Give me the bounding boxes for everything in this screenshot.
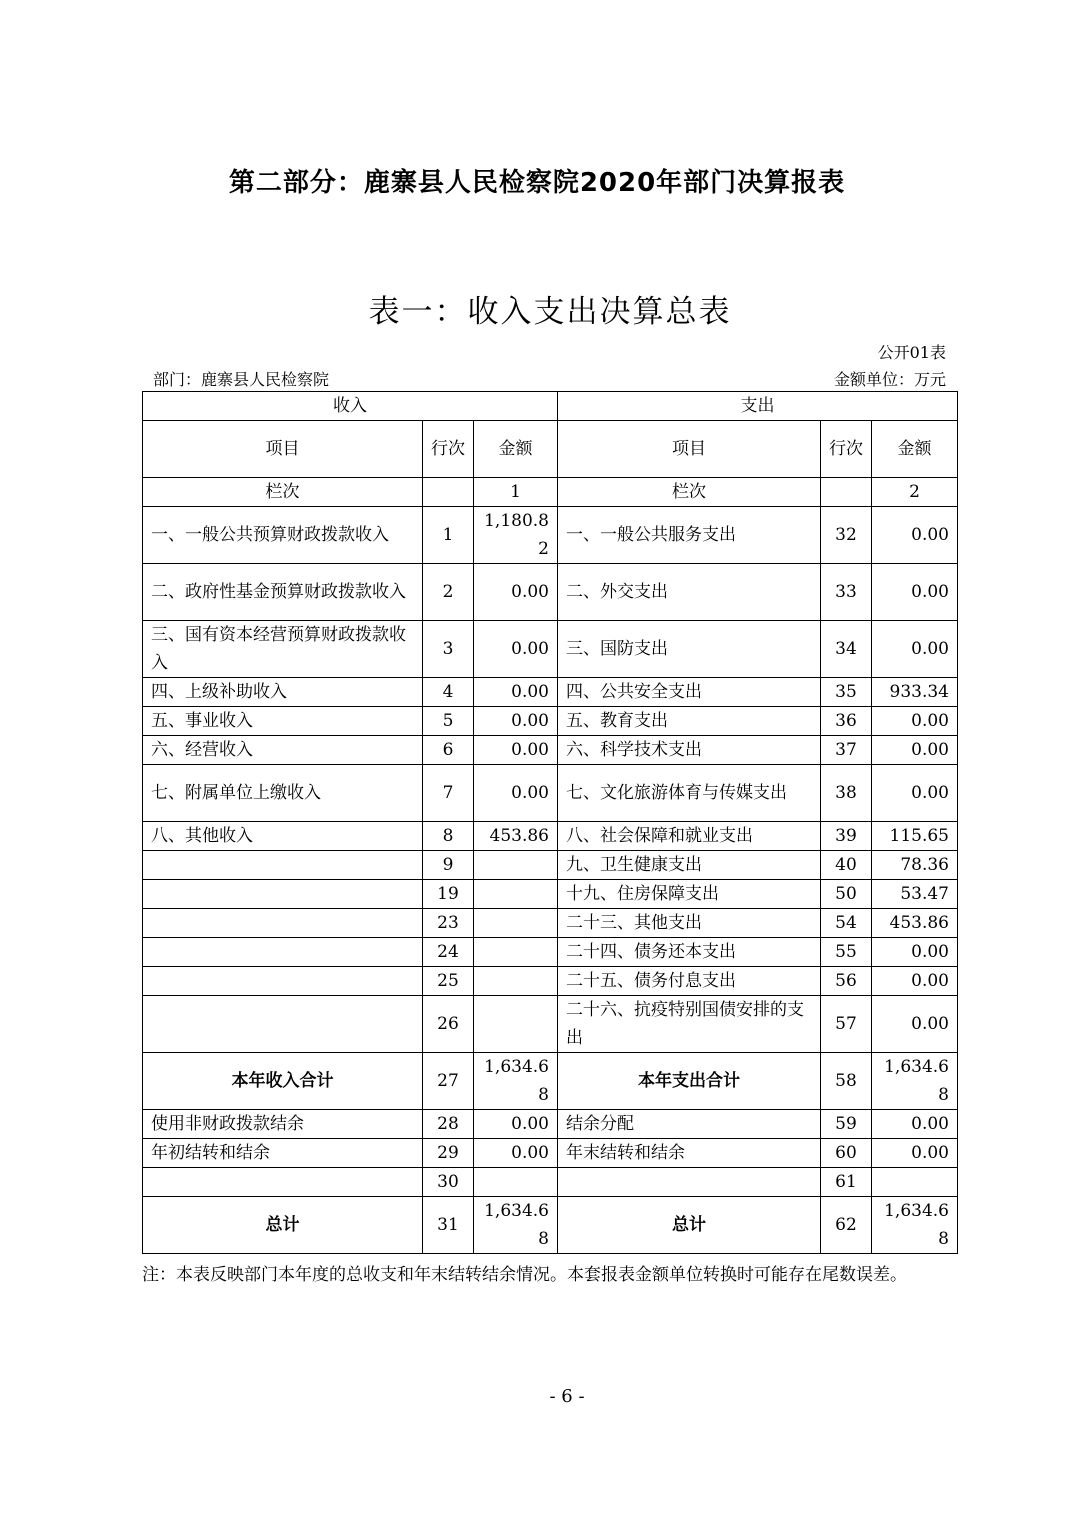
income-row-no: 31 — [423, 1197, 474, 1254]
table-row — [143, 909, 958, 938]
income-item — [143, 1168, 423, 1197]
expense-amount: 53.47 — [872, 880, 958, 909]
income-amount — [474, 851, 558, 880]
income-row-no: 3 — [423, 621, 474, 678]
income-item: 七、附属单位上缴收入 — [143, 765, 423, 822]
income-amount: 453.86 — [474, 822, 558, 851]
income-item — [143, 967, 423, 996]
page-number: - 6 - — [549, 1386, 585, 1407]
expense-amount: 0.00 — [872, 1110, 958, 1139]
expense-total-label: 总计 — [558, 1197, 821, 1254]
table-row — [143, 851, 958, 880]
expense-row-no: 37 — [821, 736, 872, 765]
expense-amount: 453.86 — [872, 909, 958, 938]
table-row — [143, 967, 958, 996]
expense-item: 三、国防支出 — [558, 621, 821, 678]
department-label: 部门：鹿寨县人民检察院 — [153, 370, 330, 389]
table-row — [143, 1139, 958, 1168]
table-row — [143, 564, 958, 621]
expense-amount: 0.00 — [872, 996, 958, 1053]
income-row-no: 26 — [423, 996, 474, 1053]
expense-item: 年末结转和结余 — [558, 1139, 821, 1168]
expense-amount-header: 金额 — [872, 421, 958, 478]
expense-row-no: 55 — [821, 938, 872, 967]
income-item: 八、其他收入 — [143, 822, 423, 851]
expense-row-no: 32 — [821, 507, 872, 564]
income-row-no: 2 — [423, 564, 474, 621]
income-amount: 0.00 — [474, 1139, 558, 1168]
expense-row-no: 54 — [821, 909, 872, 938]
expense-row-no: 36 — [821, 707, 872, 736]
income-amount: 0.00 — [474, 678, 558, 707]
income-item: 六、经营收入 — [143, 736, 423, 765]
expense-item: 结余分配 — [558, 1110, 821, 1139]
table-row-total — [143, 1197, 958, 1254]
expense-row-no: 61 — [821, 1168, 872, 1197]
expense-amount: 0.00 — [872, 765, 958, 822]
expense-item: 九、卫生健康支出 — [558, 851, 821, 880]
income-row-no: 6 — [423, 736, 474, 765]
expense-amount: 0.00 — [872, 564, 958, 621]
table-title: 表一：收入支出决算总表 — [368, 294, 732, 330]
income-subtotal-label: 本年收入合计 — [143, 1053, 423, 1110]
income-item — [143, 880, 423, 909]
income-amount: 0.00 — [474, 707, 558, 736]
income-row-no: 29 — [423, 1139, 474, 1168]
income-item: 年初结转和结余 — [143, 1139, 423, 1168]
income-column-number: 1 — [474, 478, 558, 507]
income-amount: 0.00 — [474, 621, 558, 678]
table-row — [143, 678, 958, 707]
expense-item: 一、一般公共服务支出 — [558, 507, 821, 564]
income-amount: 1,180.82 — [474, 507, 558, 564]
income-item-header: 项目 — [143, 421, 423, 478]
income-item: 一、一般公共预算财政拨款收入 — [143, 507, 423, 564]
table-row — [143, 880, 958, 909]
expense-amount: 0.00 — [872, 967, 958, 996]
income-item: 二、政府性基金预算财政拨款收入 — [143, 564, 423, 621]
table-row — [143, 736, 958, 765]
expense-row-no: 39 — [821, 822, 872, 851]
expense-column-row-no — [821, 478, 872, 507]
income-row-no: 23 — [423, 909, 474, 938]
income-row-no: 1 — [423, 507, 474, 564]
income-row-no-header: 行次 — [423, 421, 474, 478]
income-amount — [474, 996, 558, 1053]
income-expense-table — [142, 391, 958, 1254]
table-row — [143, 1168, 958, 1197]
expense-row-no: 60 — [821, 1139, 872, 1168]
income-item: 四、上级补助收入 — [143, 678, 423, 707]
income-section-header: 收入 — [143, 392, 558, 421]
income-item — [143, 996, 423, 1053]
income-total-amount: 1,634.68 — [474, 1197, 558, 1254]
expense-row-no: 40 — [821, 851, 872, 880]
income-amount — [474, 967, 558, 996]
income-row-no: 28 — [423, 1110, 474, 1139]
expense-total-amount: 1,634.68 — [872, 1197, 958, 1254]
table-row — [143, 938, 958, 967]
income-amount-header: 金额 — [474, 421, 558, 478]
expense-item: 六、科学技术支出 — [558, 736, 821, 765]
expense-row-no: 38 — [821, 765, 872, 822]
expense-row-no-header: 行次 — [821, 421, 872, 478]
expense-item: 二十三、其他支出 — [558, 909, 821, 938]
income-item — [143, 909, 423, 938]
expense-amount: 0.00 — [872, 707, 958, 736]
amount-unit-label: 金额单位：万元 — [833, 370, 946, 389]
income-amount: 0.00 — [474, 765, 558, 822]
income-item: 使用非财政拨款结余 — [143, 1110, 423, 1139]
expense-row-no: 56 — [821, 967, 872, 996]
expense-amount: 0.00 — [872, 736, 958, 765]
expense-item-header: 项目 — [558, 421, 821, 478]
expense-subtotal-label: 本年支出合计 — [558, 1053, 821, 1110]
expense-row-no: 35 — [821, 678, 872, 707]
expense-item: 十九、住房保障支出 — [558, 880, 821, 909]
expense-item: 八、社会保障和就业支出 — [558, 822, 821, 851]
income-row-no: 24 — [423, 938, 474, 967]
income-total-label: 总计 — [143, 1197, 423, 1254]
expense-amount: 115.65 — [872, 822, 958, 851]
income-item: 五、事业收入 — [143, 707, 423, 736]
expense-amount: 0.00 — [872, 621, 958, 678]
table-row — [143, 707, 958, 736]
expense-row-no: 34 — [821, 621, 872, 678]
income-amount: 0.00 — [474, 1110, 558, 1139]
expense-row-no: 62 — [821, 1197, 872, 1254]
expense-amount: 0.00 — [872, 507, 958, 564]
expense-item: 七、文化旅游体育与传媒支出 — [558, 765, 821, 822]
table-row — [143, 621, 958, 678]
expense-amount: 0.00 — [872, 938, 958, 967]
expense-amount — [872, 1168, 958, 1197]
expense-item: 四、公共安全支出 — [558, 678, 821, 707]
expense-amount: 0.00 — [872, 1139, 958, 1168]
expense-column-number: 2 — [872, 478, 958, 507]
income-amount — [474, 880, 558, 909]
expense-item: 二十四、债务还本支出 — [558, 938, 821, 967]
income-row-no: 4 — [423, 678, 474, 707]
expense-item — [558, 1168, 821, 1197]
income-column-row-no — [423, 478, 474, 507]
income-row-no: 25 — [423, 967, 474, 996]
income-row-no: 9 — [423, 851, 474, 880]
income-amount — [474, 1168, 558, 1197]
table-row — [143, 765, 958, 822]
income-column-label: 栏次 — [143, 478, 423, 507]
table-row-subtotal — [143, 1053, 958, 1110]
income-subtotal-amount: 1,634.68 — [474, 1053, 558, 1110]
table-row — [143, 822, 958, 851]
expense-item: 五、教育支出 — [558, 707, 821, 736]
table-row — [143, 996, 958, 1053]
income-row-no: 30 — [423, 1168, 474, 1197]
income-amount — [474, 909, 558, 938]
expense-column-label: 栏次 — [558, 478, 821, 507]
expense-row-no: 57 — [821, 996, 872, 1053]
table-row — [143, 507, 958, 564]
expense-section-header: 支出 — [558, 392, 958, 421]
expense-item: 二十五、债务付息支出 — [558, 967, 821, 996]
income-amount: 0.00 — [474, 564, 558, 621]
expense-row-no: 58 — [821, 1053, 872, 1110]
income-row-no: 8 — [423, 822, 474, 851]
income-amount: 0.00 — [474, 736, 558, 765]
expense-amount: 78.36 — [872, 851, 958, 880]
form-number: 公开01表 — [877, 343, 946, 362]
expense-row-no: 33 — [821, 564, 872, 621]
expense-row-no: 50 — [821, 880, 872, 909]
income-row-no: 5 — [423, 707, 474, 736]
expense-subtotal-amount: 1,634.68 — [872, 1053, 958, 1110]
expense-item: 二、外交支出 — [558, 564, 821, 621]
income-item — [143, 938, 423, 967]
income-row-no: 7 — [423, 765, 474, 822]
income-amount — [474, 938, 558, 967]
table-note: 注：本表反映部门本年度的总收支和年末结转结余情况。本套报表金额单位转换时可能存在尾数误差。 — [142, 1265, 907, 1285]
income-row-no: 19 — [423, 880, 474, 909]
income-row-no: 27 — [423, 1053, 474, 1110]
expense-row-no: 59 — [821, 1110, 872, 1139]
expense-item: 二十六、抗疫特别国债安排的支出 — [558, 996, 821, 1053]
income-item: 三、国有资本经营预算财政拨款收入 — [143, 621, 423, 678]
income-item — [143, 851, 423, 880]
table-row — [143, 1110, 958, 1139]
expense-amount: 933.34 — [872, 678, 958, 707]
part-title: 第二部分：鹿寨县人民检察院2020年部门决算报表 — [228, 168, 846, 198]
